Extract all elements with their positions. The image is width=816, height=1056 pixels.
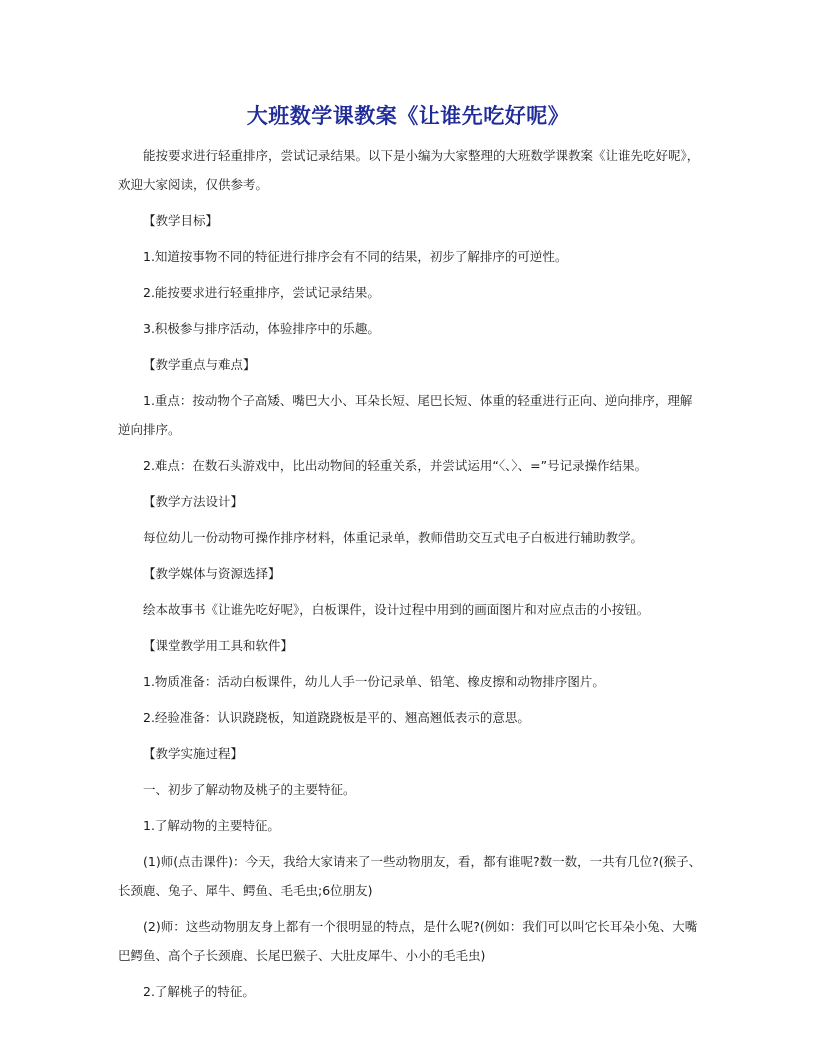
paragraph-key-point: 1.重点：按动物个子高矮、嘴巴大小、耳朵长短、尾巴长短、体重的轻重进行正向、逆向排序，理解逆向排序。 (118, 393, 693, 437)
document-title: 大班数学课教案《让谁先吃好呢》 (246, 103, 570, 128)
paragraph-material-prep: 1.物质准备：活动白板课件，幼儿人手一份记录单、铅笔、橡皮擦和动物排序图片。 (143, 674, 605, 689)
section-heading-process: 【教学实施过程】 (143, 746, 244, 761)
section-heading-objectives: 【教学目标】 (143, 213, 219, 228)
paragraph-step-1-1-b: (2)师：这些动物朋友身上都有一个很明显的特点，是什么呢?(例如：我们可以叫它长耳朵小兔、大嘴巴鳄鱼、高个子长颈鹿、长尾巴猴子、大肚皮犀牛、小小的毛毛虫) (118, 919, 698, 963)
section-heading-methods: 【教学方法设计】 (143, 494, 244, 509)
section-heading-tools: 【课堂教学用工具和软件】 (143, 638, 294, 653)
paragraph-step-1-1-a: (1)师(点击课件)：今天，我给大家请来了一些动物朋友，看，都有谁呢?数一数，一共有几位?(猴子、长颈鹿、兔子、犀牛、鳄鱼、毛毛虫;6位朋友) (118, 854, 702, 898)
paragraph-objective-1: 1.知道按事物不同的特征进行排序会有不同的结果，初步了解排序的可逆性。 (143, 249, 568, 264)
paragraph-difficulty: 2.难点：在数石头游戏中，比出动物间的轻重关系，并尝试运用“〈、〉、=”号记录操作结果。 (143, 458, 648, 473)
document-body (118, 141, 702, 1006)
paragraph-experience-prep: 2.经验准备：认识跷跷板，知道跷跷板是平的、翘高翘低表示的意思。 (143, 710, 530, 725)
paragraph-intro: 能按要求进行轻重排序，尝试记录结果。以下是小编为大家整理的大班数学课教案《让谁先吃好呢》，欢迎大家阅读，仅供参考。 (118, 148, 700, 192)
paragraph-objective-3: 3.积极参与排序活动，体验排序中的乐趣。 (143, 321, 380, 336)
paragraph-step-1-2: 2.了解桃子的特征。 (143, 984, 255, 999)
section-heading-key-points: 【教学重点与难点】 (143, 357, 256, 372)
paragraph-methods: 每位幼儿一份动物可操作排序材料，体重记录单，教师借助交互式电子白板进行辅助教学。 (143, 530, 644, 545)
paragraph-objective-2: 2.能按要求进行轻重排序，尝试记录结果。 (143, 285, 380, 300)
paragraph-media: 绘本故事书《让谁先吃好呢》，白板课件，设计过程中用到的画面图片和对应点击的小按钮。 (143, 602, 650, 617)
section-heading-media: 【教学媒体与资源选择】 (143, 566, 281, 581)
paragraph-step-1-1: 1.了解动物的主要特征。 (143, 818, 280, 833)
paragraph-step-1: 一、初步了解动物及桃子的主要特征。 (143, 782, 356, 797)
